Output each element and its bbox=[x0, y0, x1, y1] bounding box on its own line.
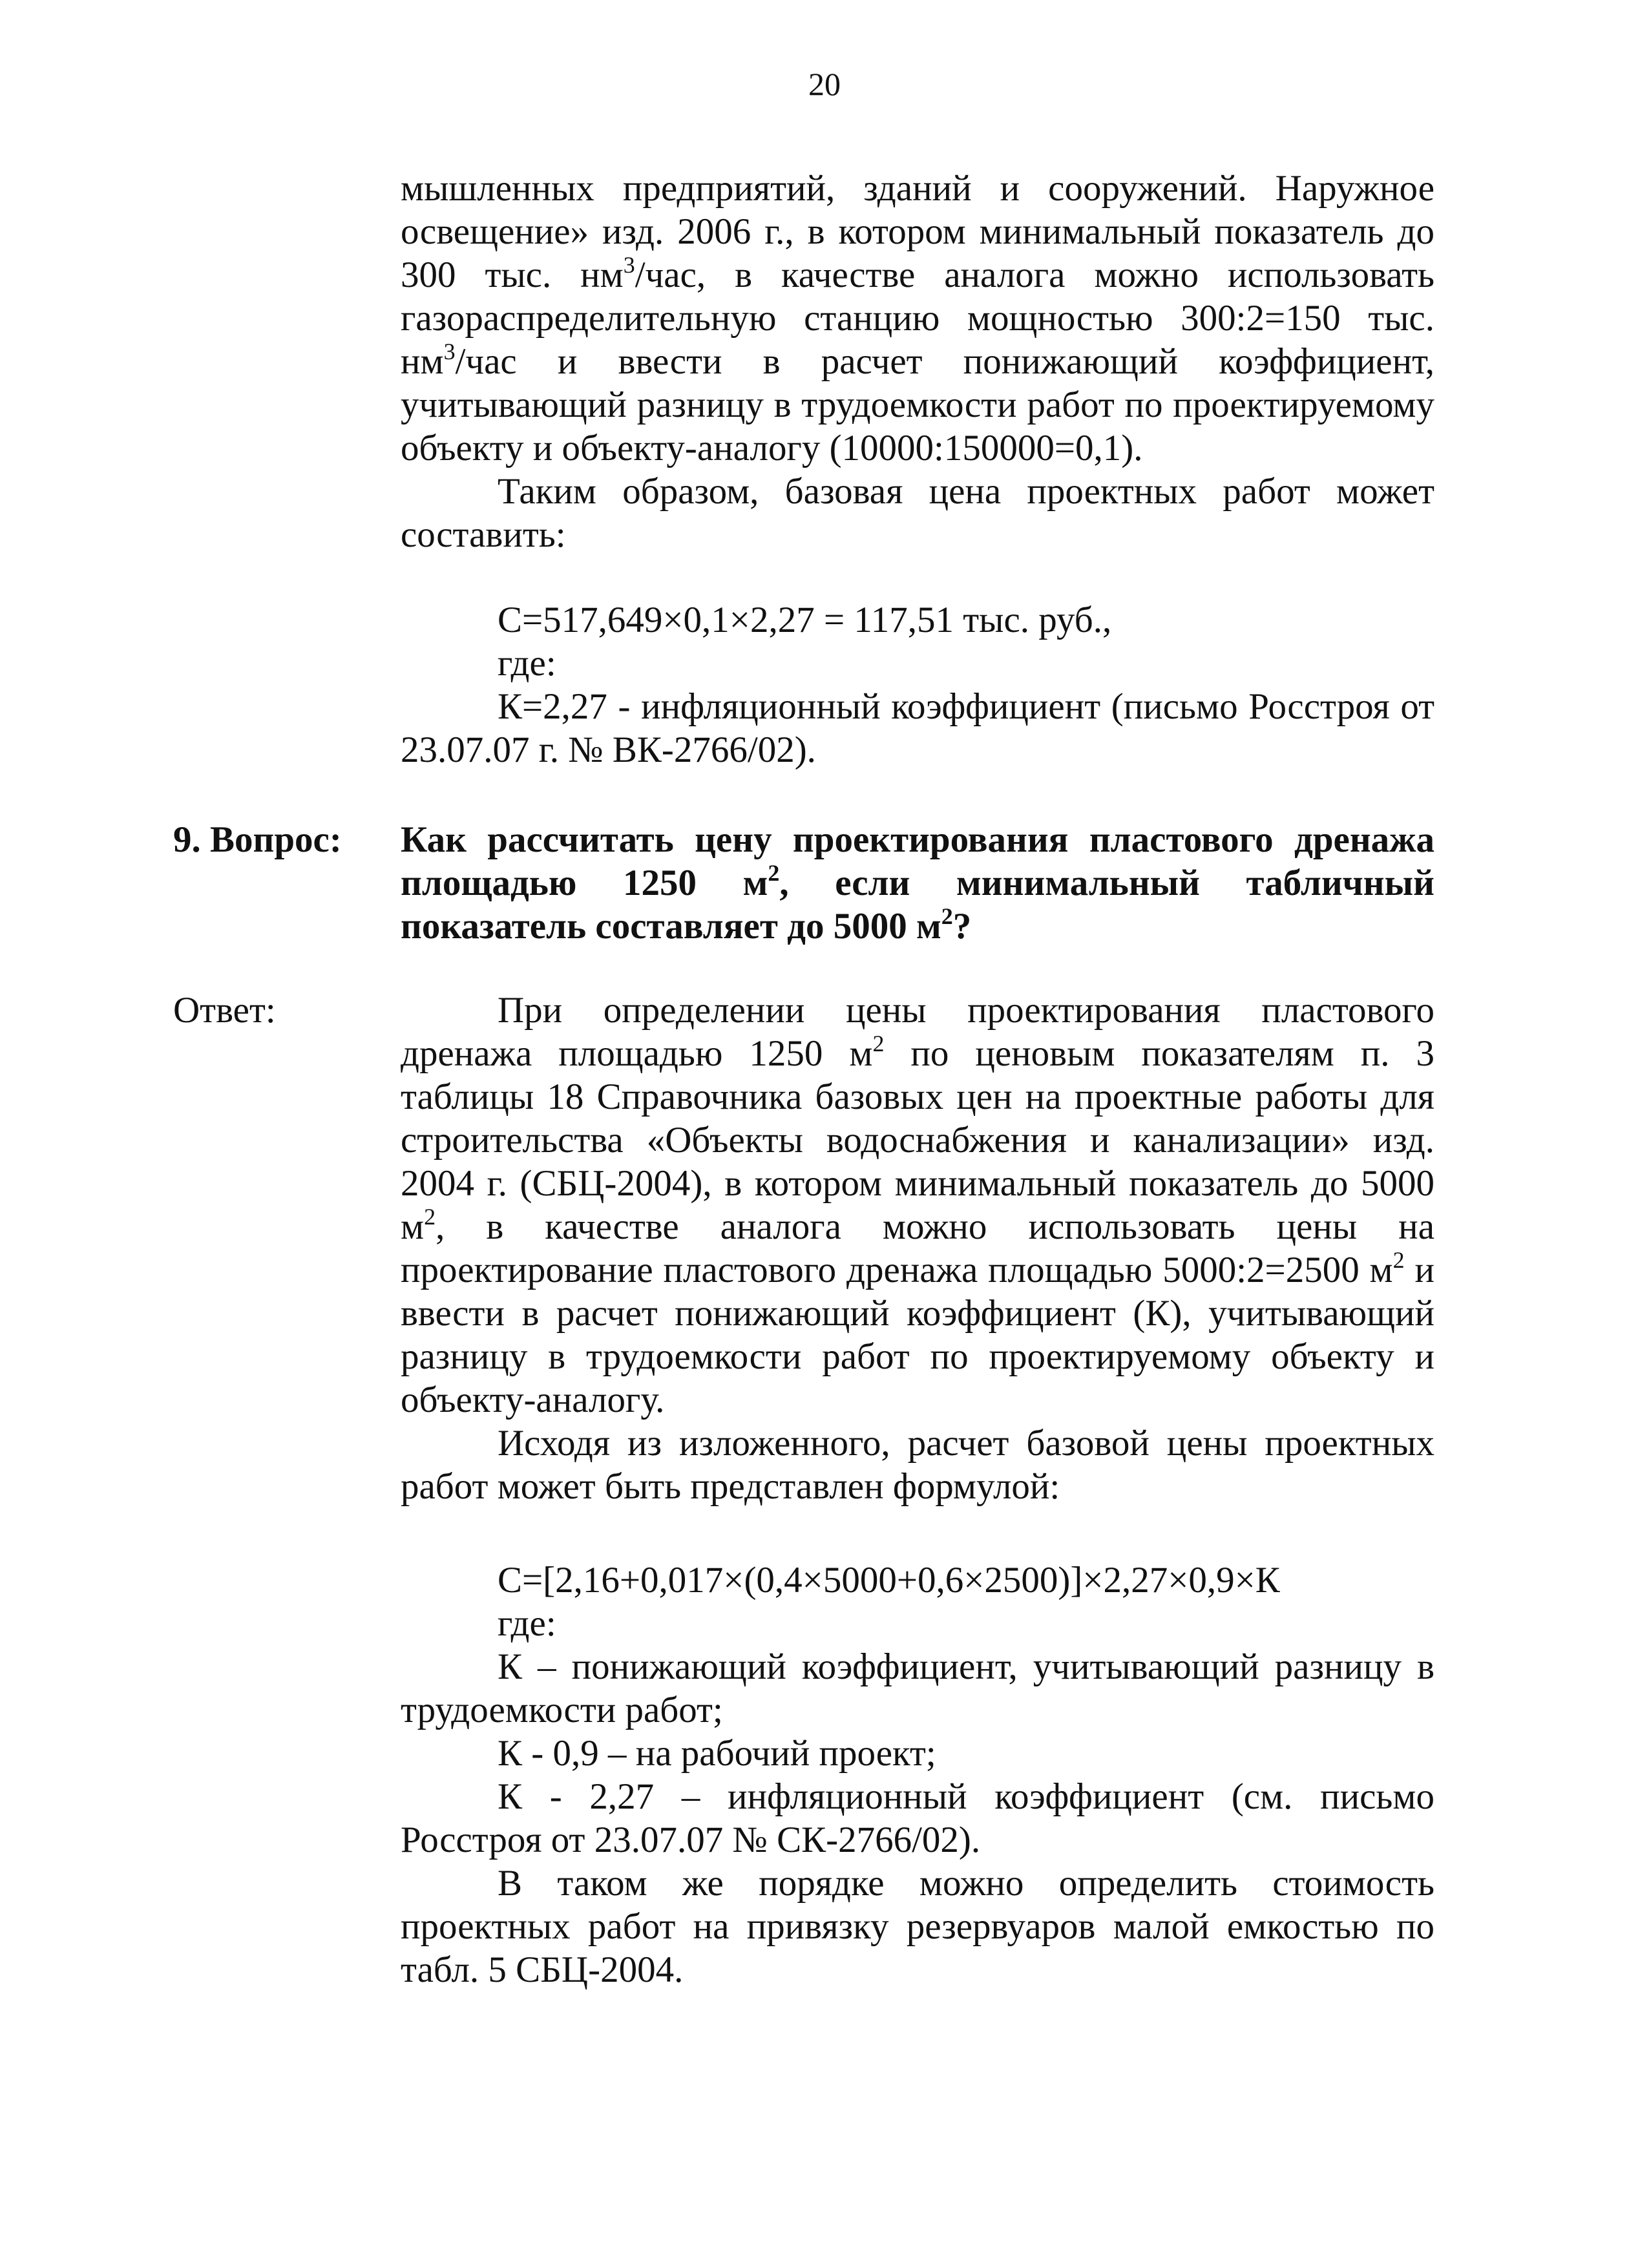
formula-2-note-3: К - 2,27 – инфляционный коэффициент (см. письмо Росстроя от 23.07.07 № СК-2766/02). bbox=[401, 1776, 1434, 1860]
question-text: Как рассчитать цену проектирования пластового дренажа площадью 1250 $м^2$, если минимальный табличный показатель составляет до 5000 $м^2$? bbox=[401, 819, 1434, 947]
formula-2: С=[2,16+0,017×(0,4×5000+0,6×2500)]×2,27×0,9×К bbox=[498, 1560, 1280, 1601]
answer-section bbox=[401, 989, 1434, 1508]
closing-paragraph: В таком же порядке можно определить стоимость проектных работ на привязку резервуаров малой емкостью по табл. 5 СБЦ-2004. bbox=[401, 1863, 1434, 1990]
formula-2-block bbox=[401, 1559, 1434, 1991]
formula-2-where: где: bbox=[498, 1603, 556, 1644]
formula-2-note-1: К – понижающий коэффициент, учитывающий разницу в трудоемкости работ; bbox=[401, 1646, 1434, 1730]
formula-1-note: К=2,27 - инфляционный коэффициент (письмо Росстроя от 23.07.07 г. № ВК-2766/02). bbox=[401, 686, 1434, 770]
intro-section bbox=[401, 167, 1434, 556]
formula-1-block bbox=[401, 598, 1434, 772]
intro-paragraph-1: мышленных предприятий, зданий и сооружений. Наружное освещение» изд. 2006 г., в котором минимальный показатель до 300 тыс. $нм^3$/час, в качестве аналога можно использовать газораспределительную станцию мощностью 300:2=150 тыс. $нм^3$/час и ввести в расчет понижающий коэффициент, учитывающий разницу в трудоемкости работ по проектируемому объекту и объекту-аналогу (10000:150000=0,1). bbox=[401, 168, 1434, 468]
answer-paragraph-2: Исходя из изложенного, расчет базовой цены проектных работ может быть представлен формулой: bbox=[401, 1423, 1434, 1507]
answer-label: Ответ: bbox=[173, 990, 276, 1031]
answer-paragraph-1: При определении цены проектирования пластового дренажа площадью 1250 $м^2$ по ценовым показателям п. 3 таблицы 18 Справочника базовых цен на проектные работы для строительства «Объекты водоснабжения и канализации» изд. 2004 г. (СБЦ-2004), в котором минимальный показатель до 5000 $м^2$, в качестве аналога можно использовать цены на проектирование пластового дренажа площадью 5000:2=2500 $м^2$ и ввести в расчет понижающий коэффициент (К), учитывающий разницу в трудоемкости работ по проектируемому объекту и объекту-аналогу. bbox=[401, 990, 1434, 1420]
formula-1-where: где: bbox=[498, 643, 556, 684]
question-label: 9. Вопрос: bbox=[173, 819, 342, 860]
intro-paragraph-2: Таким образом, базовая цена проектных работ может составить: bbox=[401, 471, 1434, 555]
formula-1: С=517,649×0,1×2,27 = 117,51 тыс. руб., bbox=[498, 600, 1112, 640]
page-number: 20 bbox=[808, 66, 841, 102]
formula-2-note-2: К - 0,9 – на рабочий проект; bbox=[498, 1733, 936, 1774]
